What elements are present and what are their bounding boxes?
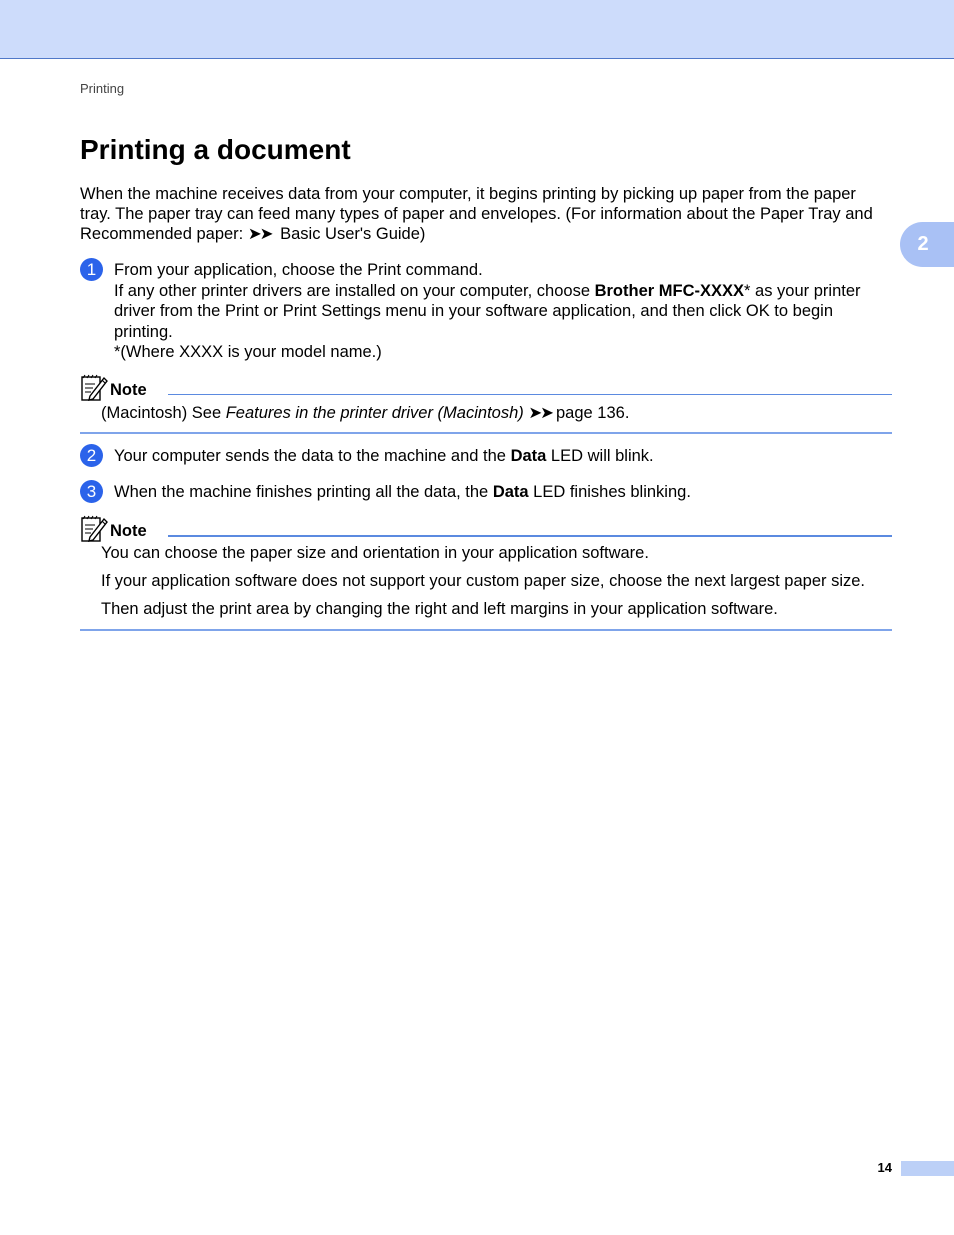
note-header [80,374,892,402]
step-2-text [114,446,894,467]
step-line: *(Where XXXX is your model name.) [114,343,382,361]
note-rule [168,535,892,537]
step-line: driver from the Print or Print Settings menu in your software application, and then click OK to begin [114,302,834,320]
data-led-label: Data [510,447,547,465]
double-arrow-icon: ➤➤ [528,404,552,422]
step-line-suffix: * as your printer [744,281,861,300]
note-label: Note [110,522,147,540]
step-number-badge: 1 [80,258,103,281]
intro-line: When the machine receives data from your computer, it begins printing by picking up paper from the paper [80,185,856,203]
step-number-badge: 2 [80,444,103,467]
driver-features-link[interactable]: Features in the printer driver (Macintosh) [225,404,524,422]
note-body [101,403,629,423]
note-paragraph: If your application software does not support your custom paper size, choose the next largest paper size. [101,572,866,590]
intro-line-prefix: Recommended paper: [80,225,244,243]
header-band [0,0,954,59]
page-title: Printing a document [80,134,351,165]
chapter-number: 2 [917,233,929,255]
step-text-prefix: Your computer sends the data to the machine and the [114,447,511,465]
step-line: printing. [114,322,173,341]
step-3-text [114,482,894,503]
note-end-rule [80,432,892,434]
intro-line [80,224,895,244]
note-header [80,515,892,543]
note-pencil-icon [80,515,108,543]
footer-bar [901,1161,954,1176]
page-number: 14 [877,1160,892,1175]
note-label: Note [110,381,147,399]
chapter-tab[interactable] [900,222,954,267]
running-head: Printing [80,81,125,96]
note-text: (Macintosh) See [101,404,226,422]
double-arrow-icon: ➤➤ [247,225,272,243]
step-text-suffix: LED will blink. [546,447,654,465]
step-1-text [114,260,894,363]
note-end-rule [80,629,892,631]
step-text-suffix: LED finishes blinking. [528,483,691,501]
note-rule [168,394,892,395]
note-paragraph: Then adjust the print area by changing the right and left margins in your application software. [101,600,778,618]
step-number-badge: 3 [80,480,103,503]
note-paragraph: You can choose the paper size and orientation in your application software. [101,544,649,562]
intro-paragraph [80,184,895,244]
step-line: From your application, choose the Print command. [114,261,483,279]
note-pencil-icon [80,374,108,402]
step-text-prefix: When the machine finishes printing all the data, the [114,483,493,501]
step-line-prefix: If any other printer drivers are installed on your computer, choose [114,281,595,300]
guide-reference: Basic User's Guide) [280,225,426,243]
printer-name: Brother MFC-XXXX [594,281,745,300]
data-led-label: Data [492,483,529,501]
step-line [114,281,894,302]
page-reference: page 136. [556,404,630,422]
intro-line: tray. The paper tray can feed many types of paper and envelopes. (For information about the Paper Tray and [80,205,873,223]
